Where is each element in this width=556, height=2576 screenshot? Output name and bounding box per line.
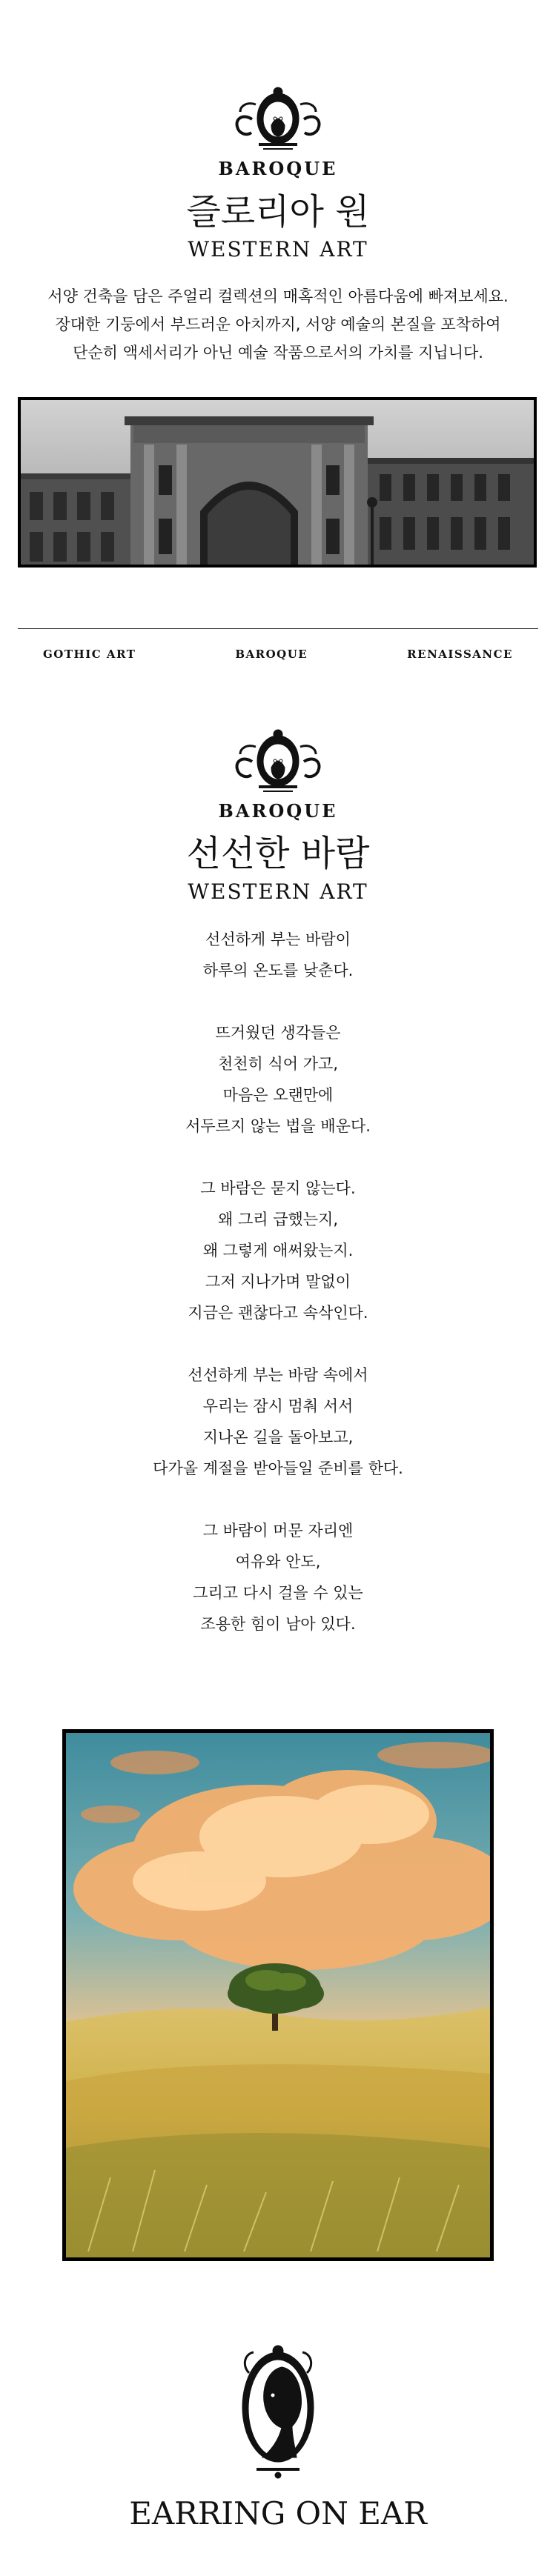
poem-line: 마음은 오랜만에 bbox=[222, 1086, 334, 1104]
poem-line: 조용한 힘이 남아 있다. bbox=[200, 1615, 356, 1633]
description-line: 장대한 기둥에서 부드러운 아치까지, 서양 예술의 본질을 포착하여 bbox=[55, 316, 501, 333]
poem-stanza bbox=[0, 924, 556, 986]
poem-title: 선선한 바람 bbox=[186, 833, 370, 874]
poem-line: 우리는 잠시 멈춰 서서 bbox=[202, 1397, 354, 1415]
poem-line: 하루의 온도를 낮춘다. bbox=[202, 962, 354, 979]
collection-kicker: BAROQUE bbox=[218, 158, 338, 179]
footer-brand: EARRING ON EAR bbox=[129, 2495, 427, 2532]
earring-brand-icon bbox=[230, 2343, 326, 2480]
poem-stanza bbox=[0, 1359, 556, 1484]
poem-line: 그 바람이 머문 자리엔 bbox=[202, 1522, 354, 1540]
collection-description bbox=[0, 282, 556, 367]
nav-baroque[interactable]: BAROQUE bbox=[235, 648, 308, 661]
baroque-crest-icon bbox=[222, 728, 334, 794]
poem-stanza bbox=[0, 1017, 556, 1142]
poem-line: 지금은 괜찮다고 속삭인다. bbox=[188, 1304, 368, 1322]
poem-line: 서두르지 않는 법을 배운다. bbox=[185, 1117, 371, 1135]
poem-stanza bbox=[0, 1515, 556, 1640]
section-divider bbox=[18, 628, 538, 629]
poem-line: 지나온 길을 돌아보고, bbox=[202, 1428, 354, 1446]
poem-line: 왜 그렇게 애써왔는지. bbox=[202, 1242, 354, 1259]
architecture-photo bbox=[18, 397, 537, 568]
landscape-illustration bbox=[66, 1733, 490, 2257]
nav-gothic-art[interactable]: GOTHIC ART bbox=[43, 648, 136, 661]
collection-subtitle: WESTERN ART bbox=[188, 237, 368, 262]
landscape-painting bbox=[62, 1729, 494, 2261]
poem-subtitle: WESTERN ART bbox=[188, 879, 368, 904]
poem-stanza bbox=[0, 1173, 556, 1328]
nav-renaissance[interactable]: RENAISSANCE bbox=[407, 648, 513, 661]
poem-line: 그리고 다시 걸을 수 있는 bbox=[193, 1584, 363, 1602]
description-line: 서양 건축을 담은 주얼리 컬렉션의 매혹적인 아름다움에 빠져보세요. bbox=[47, 287, 509, 305]
poem-body bbox=[0, 924, 556, 1671]
hero-section bbox=[0, 0, 556, 652]
architecture-illustration bbox=[21, 400, 534, 565]
poem-line: 여유와 안도, bbox=[235, 1553, 321, 1571]
style-nav bbox=[0, 648, 556, 670]
poem-line: 선선하게 부는 바람이 bbox=[205, 931, 351, 948]
poem-kicker: BAROQUE bbox=[218, 800, 338, 822]
baroque-crest-icon bbox=[222, 85, 334, 152]
collection-title: 즐로리아 원 bbox=[186, 191, 370, 233]
poem-line: 선선하게 부는 바람 속에서 bbox=[188, 1366, 368, 1384]
poem-line: 왜 그리 급했는지, bbox=[217, 1211, 339, 1228]
poem-line: 천천히 식어 가고, bbox=[217, 1055, 339, 1073]
poem-line: 그저 지나가며 말없이 bbox=[205, 1273, 351, 1291]
poem-line: 뜨거웠던 생각들은 bbox=[215, 1024, 341, 1042]
poem-line: 다가올 계절을 받아들일 준비를 한다. bbox=[153, 1460, 403, 1477]
poem-line: 그 바람은 묻지 않는다. bbox=[200, 1179, 356, 1197]
description-line: 단순히 액세서리가 아닌 예술 작품으로서의 가치를 지닙니다. bbox=[73, 344, 483, 362]
